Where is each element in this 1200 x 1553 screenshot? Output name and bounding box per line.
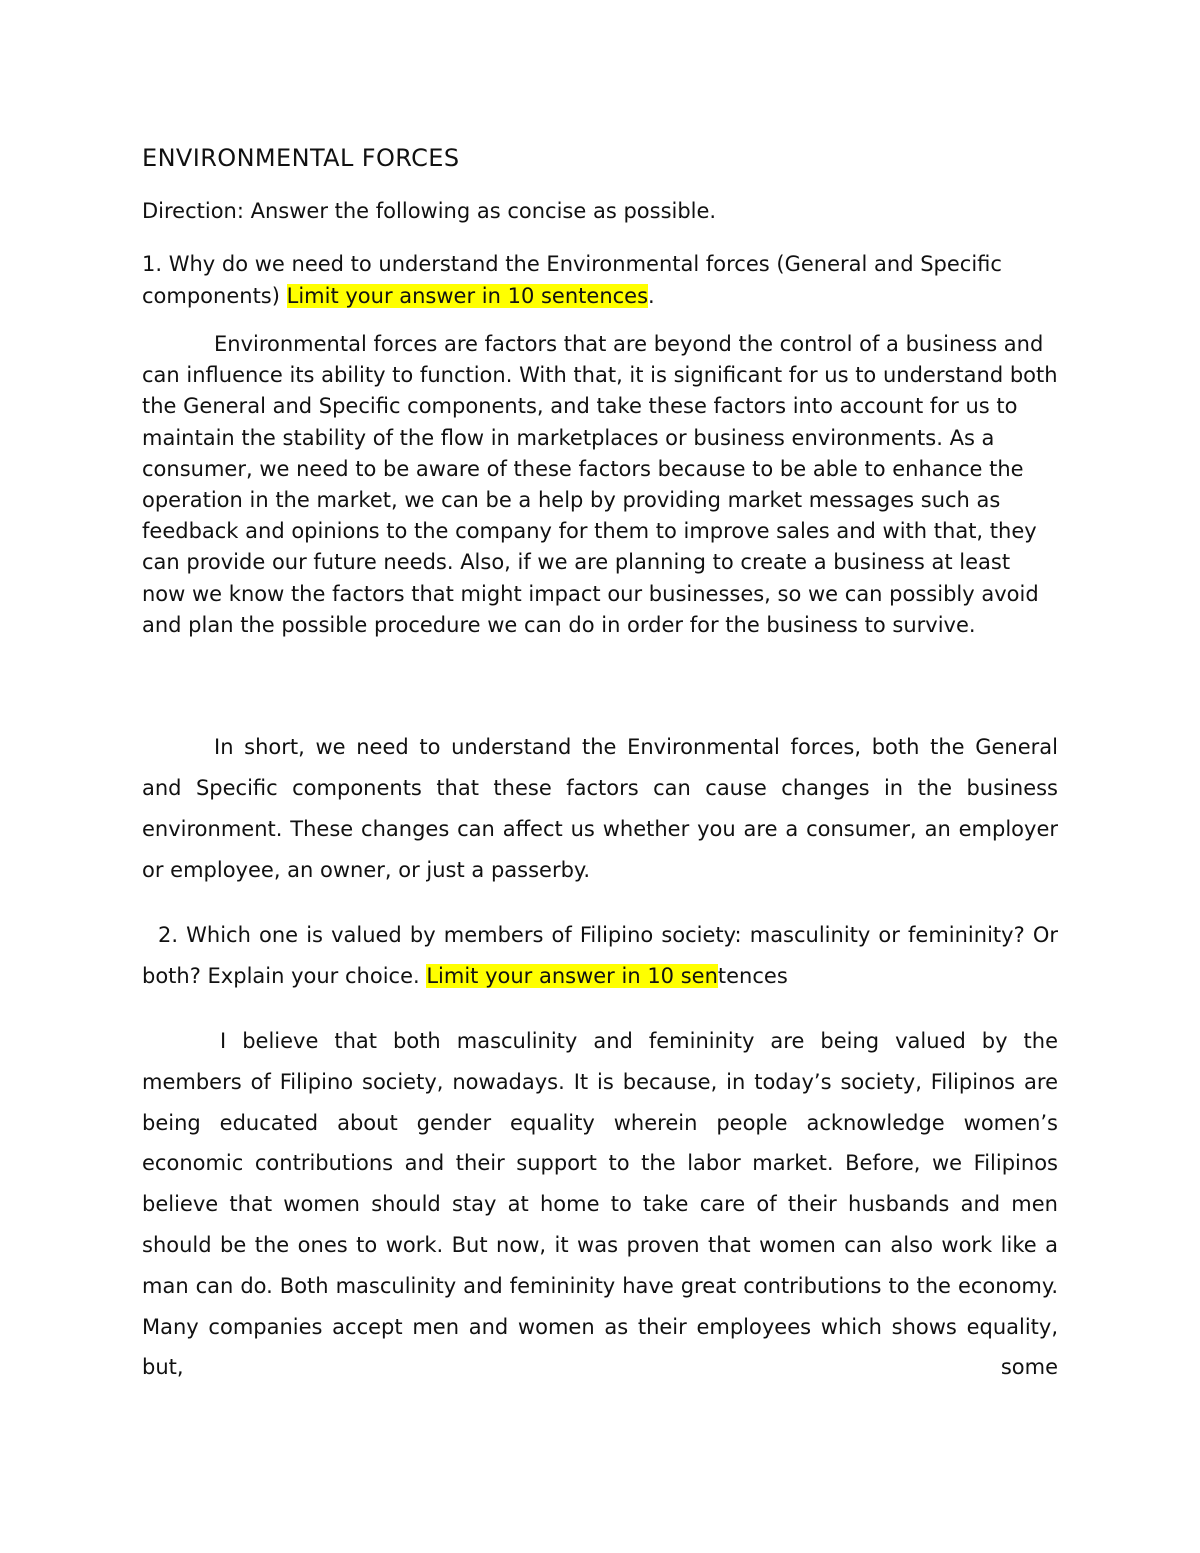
question-2-end: tences [717, 964, 788, 988]
answer-1-paragraph-2: In short, we need to understand the Environmental forces, both the General and Specific components that these factors can cause changes in the business environment. These changes can affect us whether you are a consumer, an employer or employee, an owner, or just a passerby. [142, 735, 1058, 882]
question-2 [142, 915, 1058, 997]
question-1-end: . [648, 284, 655, 308]
question-1-text: 1. Why do we need to understand the Environmental forces (General and Specific components) [142, 252, 1002, 308]
document-title: ENVIRONMENTAL FORCES [142, 144, 460, 172]
direction-text: Direction: Answer the following as concise as possible. [142, 199, 717, 223]
question-1-highlight: Limit your answer in 10 sentences [286, 284, 649, 308]
question-1 [142, 248, 1058, 312]
question-2-text: 2. Which one is valued by members of Filipino society: masculinity or femininity? Or both? Explain your choice. [142, 923, 1058, 988]
answer-1-paragraph-1: Environmental forces are factors that are beyond the control of a business and can influence its ability to function. With that, it is significant for us to understand both the General and Specific components, and take these factors into account for us to maintain the stability of the flow in marketplaces or business environments. As a consumer, we need to be aware of these factors because to be able to enhance the operation in the market, we can be a help by providing market messages such as feedback and opinions to the company for them to improve sales and with that, they can provide our future needs. Also, if we are planning to create a business at least now we know the factors that might impact our businesses, so we can possibly avoid and plan the possible procedure we can do in order for the business to survive. [142, 332, 1058, 637]
document-page [142, 0, 1058, 1553]
question-2-highlight: Limit your answer in 10 sen [426, 964, 718, 988]
answer-2-paragraph: I believe that both masculinity and femininity are being valued by the members of Filipino society, nowadays. It is because, in today’s society, Filipinos are being educated about gender equality wherein people acknowledge women’s economic contributions and their support to the labor market. Before, we Filipinos believe that women should stay at home to take care of their husbands and men should be the ones to work. But now, it was proven that women can also work like a man can do. Both masculinity and femininity have great contributions to the economy. Many companies accept men and women as their employees which shows equality, but, some [142, 1029, 1058, 1380]
